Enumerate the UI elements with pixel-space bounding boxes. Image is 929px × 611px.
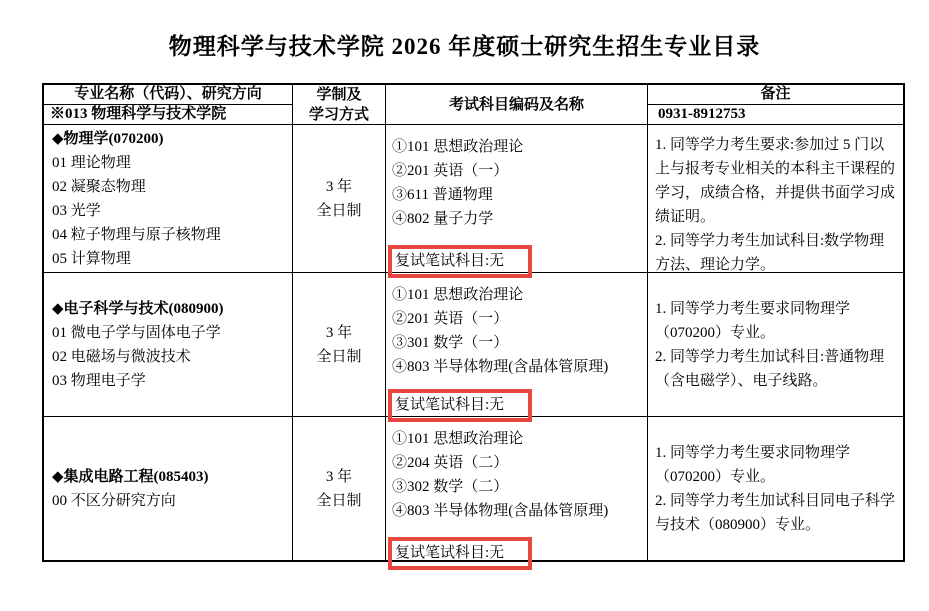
retest-text: 复试笔试科目:无: [395, 253, 505, 269]
header-col-exams: [386, 85, 648, 125]
note-item: 1. 同等学力考生要求同物理学（070200）专业。: [655, 300, 851, 341]
exam-item: ①101 思想政治理论: [392, 287, 524, 303]
header-exams-label: 考试科目编码及名称: [448, 96, 584, 113]
note-item: 2. 同等学力考生加试科目:普通物理（含电磁学）、电子线路。: [655, 348, 885, 389]
row-physics-mode-cell: [293, 125, 386, 273]
header-duration-line2: 学习方式: [308, 106, 369, 123]
row-physics-exam-cell: [386, 125, 648, 273]
row-physics-notes-cell: [648, 125, 903, 273]
major-name: ◆物理学(070200): [52, 130, 164, 147]
row-electronics-mode-cell: [293, 273, 386, 417]
header-duration-line1: 学制及: [316, 86, 362, 103]
row-physics-major-cell: [44, 125, 293, 273]
exam-item: ②201 英语（一）: [392, 311, 509, 327]
direction: 03 光学: [52, 202, 101, 219]
row-electronics-notes-cell: [648, 273, 903, 417]
header-notes-label: 备注: [648, 85, 903, 105]
direction: 03 物理电子学: [52, 372, 146, 389]
exam-item: ②204 英语（二）: [392, 455, 509, 471]
header-col-major: [44, 85, 293, 125]
direction: 05 计算物理: [52, 250, 131, 267]
header-school-code: ※013 物理科学与技术学院: [50, 106, 227, 122]
note-item: 1. 同等学力考生要求:参加过 5 门以上与报考专业相关的本科主干课程的学习，成绩合格，并提供书面学习成绩证明。: [655, 137, 896, 225]
header-col-notes: [648, 85, 903, 125]
header-major-label: 专业名称（代码）、研究方向: [44, 85, 292, 105]
row-ic-notes-cell: [648, 417, 903, 560]
row-ic-major-cell: [44, 417, 293, 560]
direction: 01 微电子学与固体电子学: [52, 324, 221, 341]
page-title: 物理科学与技术学院 2026 年度硕士研究生招生专业目录: [168, 34, 761, 59]
direction: 00 不区分研究方向: [52, 492, 176, 509]
exam-item: ④803 半导体物理(含晶体管原理): [392, 359, 609, 375]
major-name: ◆电子科学与技术(080900): [52, 300, 224, 317]
exam-item: ④802 量子力学: [392, 211, 494, 227]
exam-item: ②201 英语（一）: [392, 163, 509, 179]
direction: 04 粒子物理与原子核物理: [52, 226, 221, 243]
exam-item: ①101 思想政治理论: [392, 431, 524, 447]
retest-text: 复试笔试科目:无: [395, 397, 505, 413]
row-electronics-major-cell: [44, 273, 293, 417]
study-mode: 全日制: [316, 202, 362, 219]
exam-item: ③301 数学（一）: [392, 335, 509, 351]
direction: 01 理论物理: [52, 154, 131, 171]
direction: 02 凝聚态物理: [52, 178, 146, 195]
row-electronics-exam-cell: [386, 273, 648, 417]
row-ic-mode-cell: [293, 417, 386, 560]
row-ic-exam-cell: [386, 417, 648, 560]
exam-item: ④803 半导体物理(含晶体管原理): [392, 503, 609, 519]
note-item: 2. 同等学力考生加试科目:数学物理方法、理论力学。: [655, 233, 885, 273]
admission-catalog-table: [42, 83, 905, 562]
duration: 3 年: [325, 468, 353, 485]
direction: 02 电磁场与微波技术: [52, 348, 191, 365]
exam-item: ③302 数学（二）: [392, 479, 509, 495]
study-mode: 全日制: [316, 348, 362, 365]
major-name: ◆集成电路工程(085403): [52, 468, 209, 485]
duration: 3 年: [325, 178, 353, 195]
retest-highlight-box: [388, 389, 532, 422]
duration: 3 年: [325, 324, 353, 341]
retest-highlight-box: [388, 537, 532, 570]
exam-item: ③611 普通物理: [392, 187, 493, 203]
note-item: 1. 同等学力考生要求同物理学（070200）专业。: [655, 444, 851, 485]
retest-highlight-box: [388, 245, 532, 278]
header-col-duration: [293, 85, 386, 125]
note-item: 2. 同等学力考生加试科目同电子科学与技术（080900）专业。: [655, 492, 896, 533]
study-mode: 全日制: [316, 492, 362, 509]
header-phone: 0931-8912753: [658, 106, 746, 122]
exam-item: ①101 思想政治理论: [392, 139, 524, 155]
retest-text: 复试笔试科目:无: [395, 545, 505, 561]
